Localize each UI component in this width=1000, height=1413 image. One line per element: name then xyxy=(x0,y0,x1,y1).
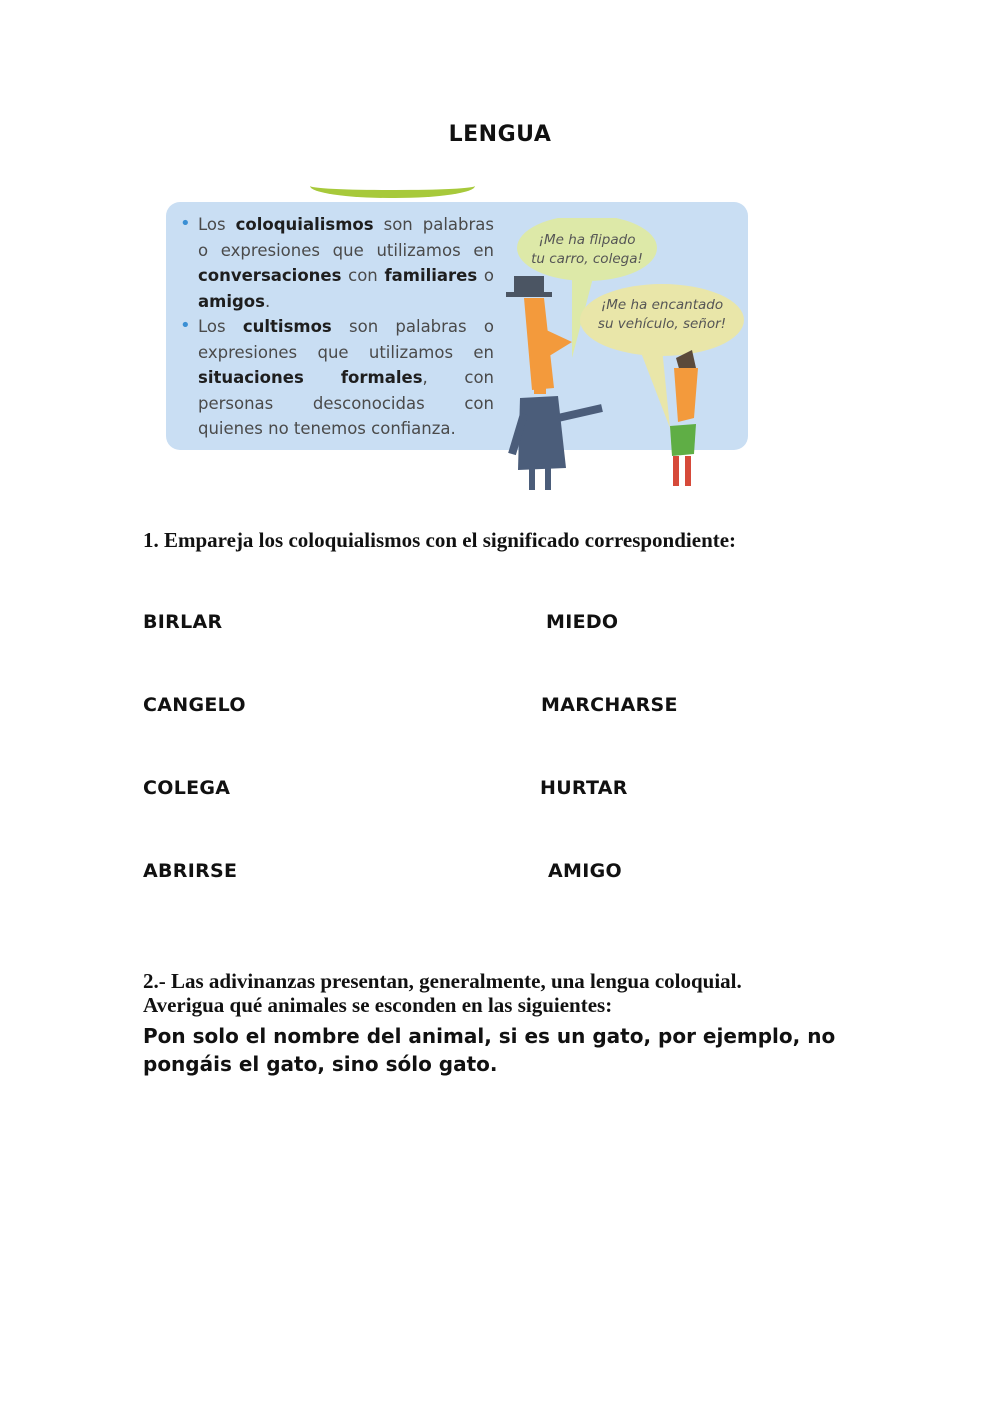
page-title: LENGUA xyxy=(448,122,552,147)
right-word-2[interactable]: MARCHARSE xyxy=(541,694,678,716)
exercise-2-heading: 2.- Las adivinanzas presentan, generalmente, una lengua coloquial. Averigua qué animales se esconden en las siguientes: xyxy=(143,969,742,1017)
right-word-1[interactable]: MIEDO xyxy=(546,611,619,633)
definition-list xyxy=(176,212,494,442)
decorative-arc xyxy=(310,178,475,198)
exercise-2-instructions: Pon solo el nombre del animal, si es un gato, por ejemplo, no pongáis el gato, sino sólo gato. xyxy=(143,1024,836,1076)
exercise-1-heading: 1. Empareja los coloquialismos con el significado correspondiente: xyxy=(143,528,737,552)
speech-bubble-1-text: ¡Me ha flipado tu carro, colega! xyxy=(531,232,643,267)
left-word-2[interactable]: CANGELO xyxy=(143,694,246,716)
right-word-3[interactable]: HURTAR xyxy=(540,777,628,799)
left-word-3[interactable]: COLEGA xyxy=(143,777,231,799)
definition-cultismos: • Los cultismos son palabras o expresiones que utilizamos en situaciones formales, con personas desconocidas con quienes no tenemos confianza. xyxy=(176,314,494,442)
left-word-4[interactable]: ABRIRSE xyxy=(143,860,238,882)
left-word-1[interactable]: BIRLAR xyxy=(143,611,223,633)
right-word-4[interactable]: AMIGO xyxy=(548,860,622,882)
speech-bubble-2-text: ¡Me ha encantado su vehículo, señor! xyxy=(597,297,727,332)
info-panel xyxy=(162,178,762,490)
definition-coloquialismos: • Los coloquialismos son palabras o expresiones que utilizamos en conversaciones con familiares o amigos. xyxy=(176,212,494,314)
